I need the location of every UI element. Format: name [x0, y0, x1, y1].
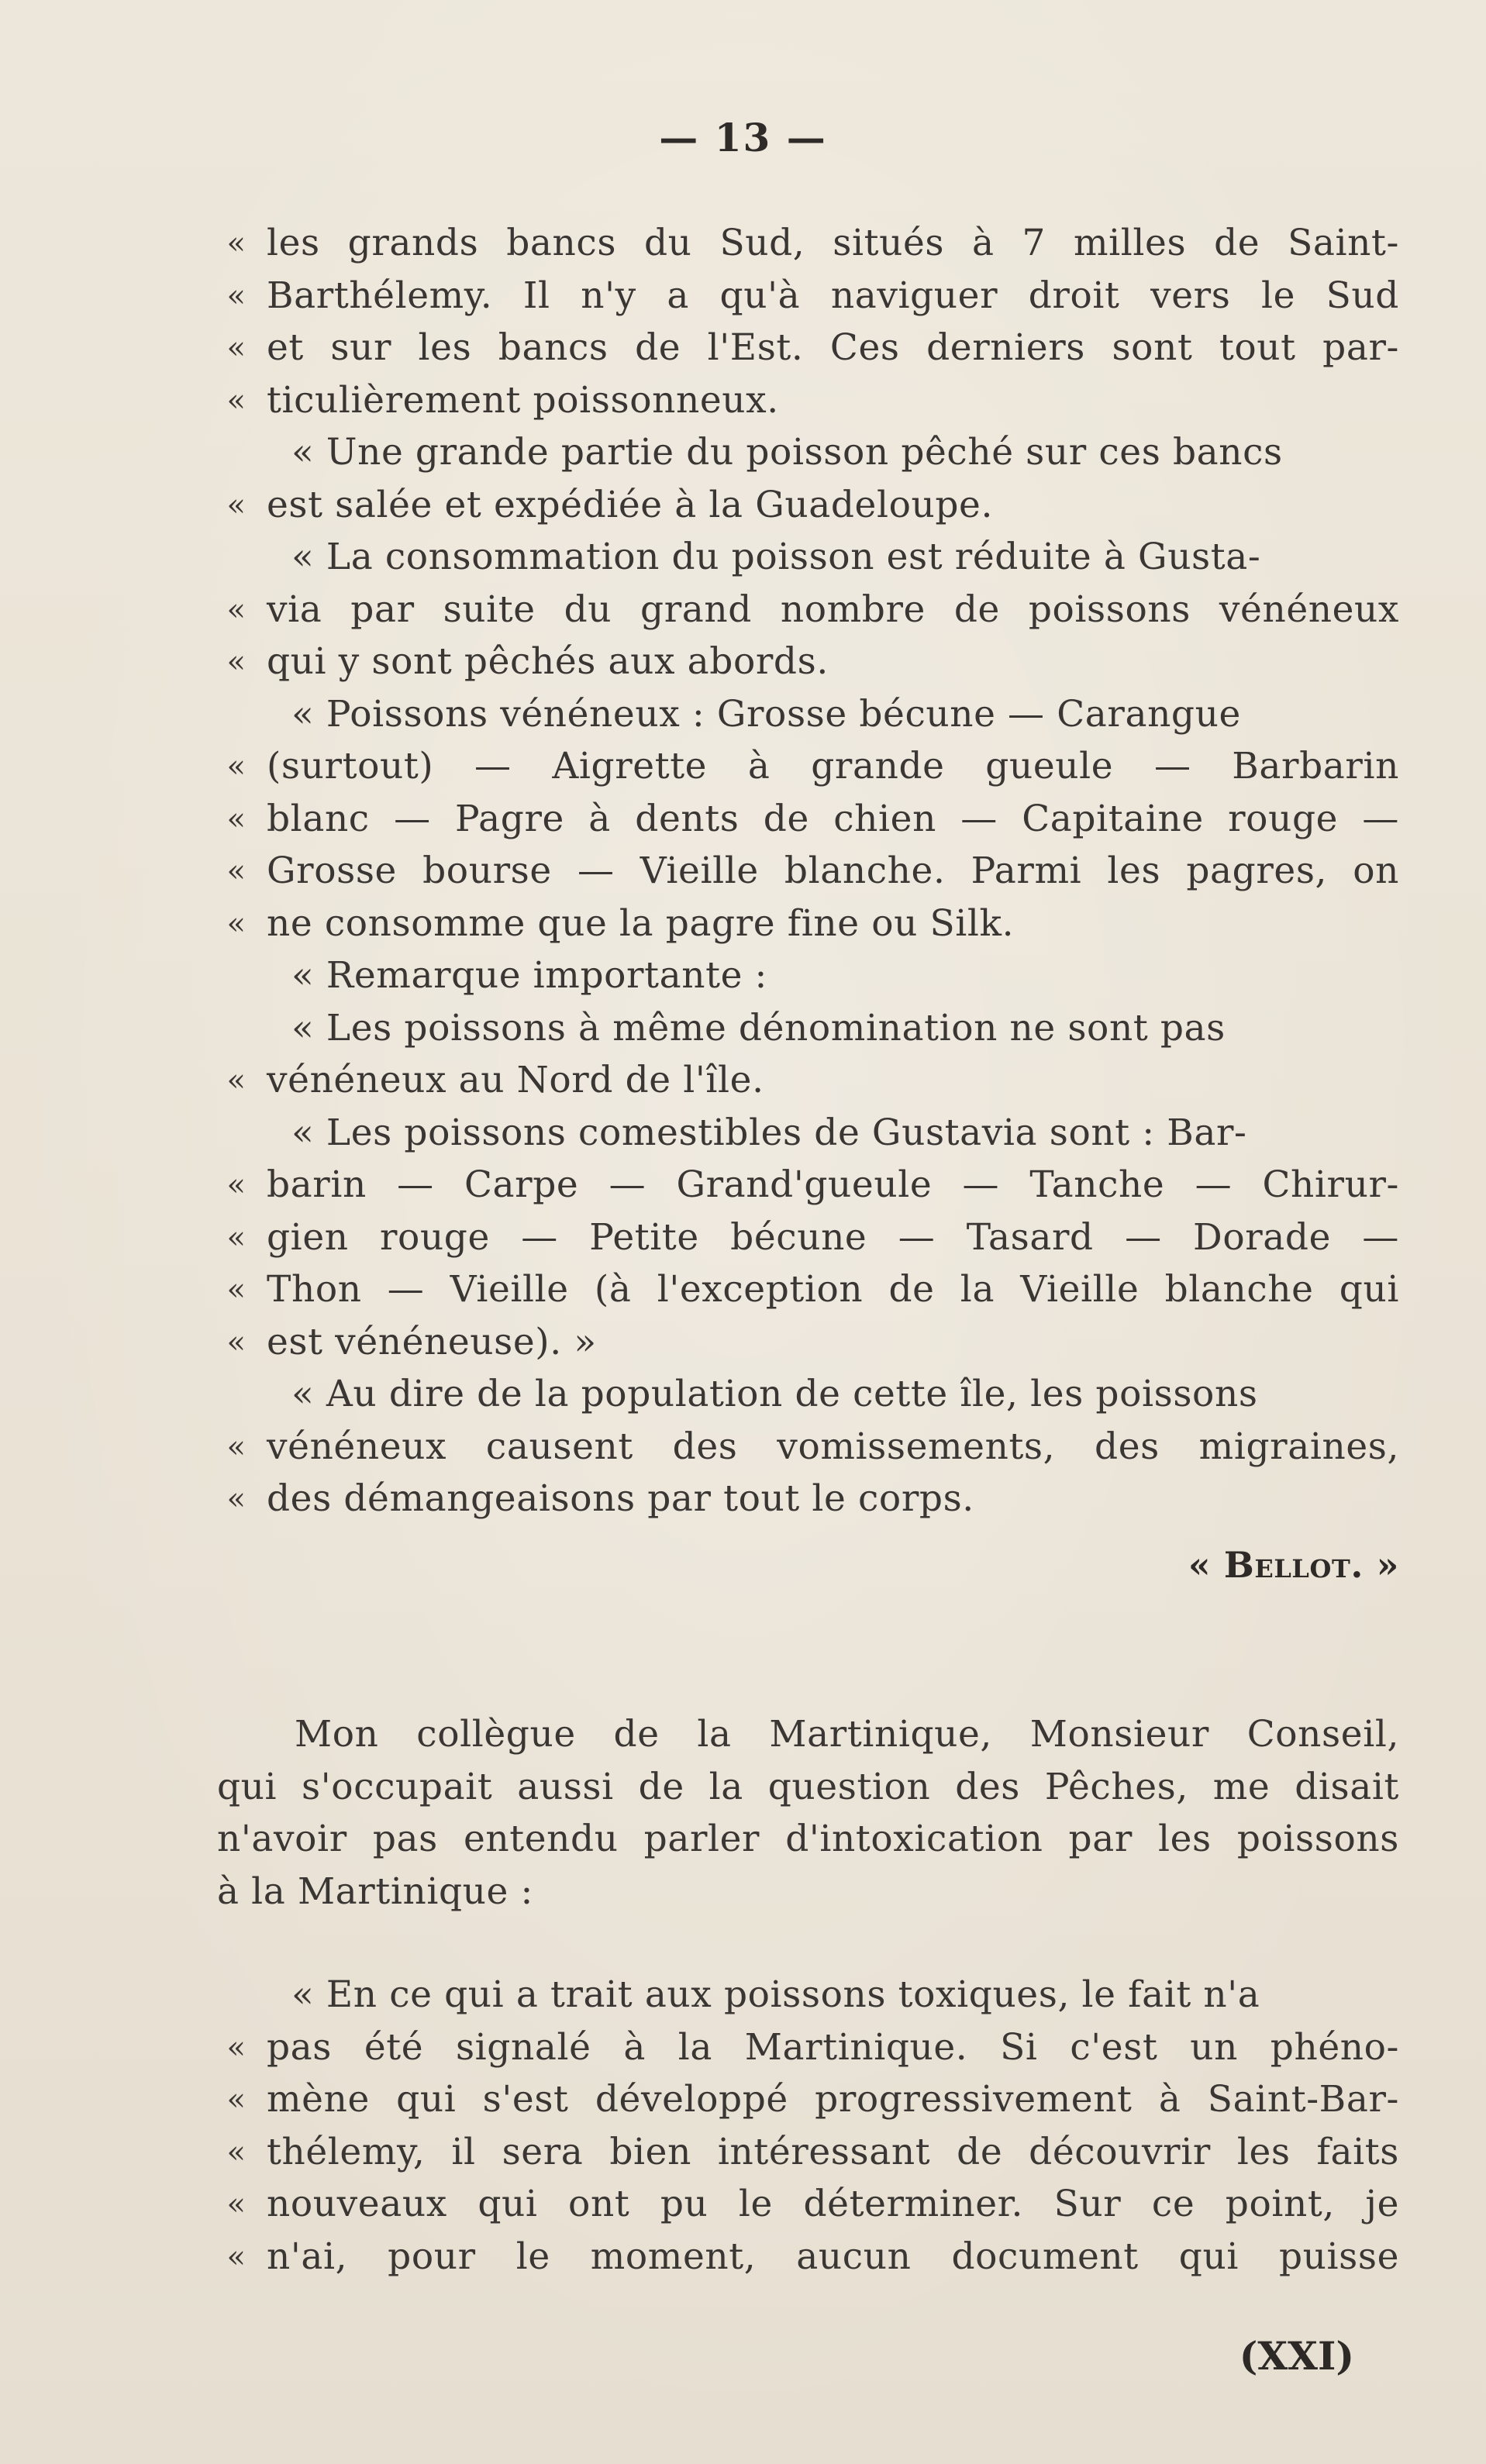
quote-mark: « — [226, 1324, 247, 1360]
quote-mark: « — [226, 382, 247, 419]
line-text: « Au dire de la population de cette île, les poissons — [291, 1373, 1258, 1415]
text-line — [217, 426, 1399, 479]
text-line — [217, 688, 1399, 741]
line-text: des démangeaisons par tout le corps. — [267, 1477, 974, 1520]
text-line — [217, 1473, 1399, 1525]
quote-mark: « — [226, 1272, 247, 1308]
text-line — [217, 636, 1399, 688]
line-text: via par suite du grand nombre de poissons vénéneux — [267, 588, 1399, 631]
text-line — [217, 1813, 1399, 1866]
line-text: est salée et expédiée à la Guadeloupe. — [267, 483, 993, 526]
line-text: ne consomme que la pagre fine ou Silk. — [267, 901, 1015, 945]
text-line — [217, 584, 1399, 636]
line-text: « En ce qui a trait aux poissons toxiques, le fait n'a — [291, 1973, 1260, 2016]
text-line — [217, 2231, 1399, 2283]
text-line — [217, 374, 1399, 427]
text-line — [217, 1969, 1399, 2021]
signature-text: « Bellot. » — [1188, 1544, 1399, 1586]
quote-mark: « — [226, 905, 247, 942]
line-text: « Les poissons comestibles de Gustavia sont : Bar- — [291, 1111, 1247, 1154]
line-text: « Une grande partie du poisson pêché sur ces bancs — [291, 431, 1283, 474]
line-text: n'avoir pas entendu parler d'intoxication par les poissons — [217, 1818, 1399, 1860]
text-line — [217, 479, 1399, 532]
text-line — [217, 217, 1399, 270]
quote-mark: « — [226, 330, 247, 366]
line-text: pas été signalé à la Martinique. Si c'est un phéno- — [267, 2025, 1399, 2069]
quote-mark: « — [226, 2029, 247, 2066]
quote-mark: « — [226, 1428, 247, 1465]
quote-mark: « — [226, 2082, 247, 2118]
quote-mark: « — [226, 591, 247, 628]
text-line — [217, 1107, 1399, 1160]
quote-mark: « — [226, 644, 247, 680]
text-line — [217, 2021, 1399, 2074]
quote-mark: « — [226, 1063, 247, 1098]
line-text: vénéneux causent des vomissements, des migraines, — [267, 1425, 1399, 1468]
line-text: est vénéneuse). » — [267, 1320, 597, 1363]
line-text: « La consommation du poisson est réduite à Gusta- — [291, 536, 1261, 578]
text-line — [217, 1421, 1399, 1473]
quote-mark: « — [226, 749, 247, 784]
text-line — [217, 1054, 1399, 1107]
line-text: Grosse bourse — Vieille blanche. Parmi les pagres, on — [267, 849, 1399, 892]
text-line — [217, 322, 1399, 374]
quote-mark: « — [226, 487, 247, 523]
quote-mark: « — [226, 853, 247, 889]
line-text: (surtout) — Aigrette à grande gueule — Barbarin — [267, 745, 1399, 787]
quote-mark: « — [226, 1167, 247, 1203]
line-text: Mon collègue de la Martinique, Monsieur Conseil, — [295, 1713, 1399, 1756]
line-text: Thon — Vieille (à l'exception de la Vieille blanche qui — [267, 1268, 1399, 1311]
text-line — [217, 845, 1399, 898]
line-text: gien rouge — Petite bécune — Tasard — Dorade — — [267, 1215, 1399, 1259]
line-text: et sur les bancs de l'Est. Ces derniers sont tout par- — [267, 326, 1399, 369]
line-text: Barthélemy. Il n'y a qu'à naviguer droit vers le Sud — [267, 274, 1399, 317]
text-line — [217, 1159, 1399, 1211]
line-text: thélemy, il sera bien intéressant de découvrir les faits — [267, 2130, 1399, 2173]
line-text: « Remarque importante : — [291, 954, 767, 997]
page-number: — 13 — — [659, 115, 827, 160]
text-line — [217, 1866, 1399, 1918]
quote-mark: « — [226, 2187, 247, 2222]
text-line — [217, 1708, 1399, 1761]
line-text: nouveaux qui ont pu le déterminer. Sur ce point, je — [267, 2183, 1399, 2225]
text-line — [217, 2178, 1399, 2231]
text-line — [217, 531, 1399, 584]
signature-bellot — [217, 1539, 1399, 1591]
signature-mark: (XXI) — [1239, 2333, 1354, 2379]
line-text: à la Martinique : — [217, 1870, 533, 1913]
text-line — [217, 1211, 1399, 1264]
quote-mark: « — [226, 226, 247, 261]
line-text: « Les poissons à même dénomination ne sont pas — [291, 1006, 1226, 1049]
line-text: les grands bancs du Sud, situés à 7 milles de Saint- — [267, 222, 1399, 264]
text-line — [217, 2073, 1399, 2126]
line-text: vénéneux au Nord de l'île. — [267, 1059, 764, 1101]
line-text: qui s'occupait aussi de la question des Pêches, me disait — [217, 1765, 1399, 1808]
quote-mark: « — [226, 1481, 247, 1517]
line-text: n'ai, pour le moment, aucun document qui puisse — [267, 2235, 1399, 2278]
quote-mark: « — [226, 2238, 247, 2275]
text-line — [217, 740, 1399, 793]
line-text: qui y sont pêchés aux abords. — [267, 640, 829, 683]
line-text: blanc — Pagre à dents de chien — Capitaine rouge — — [267, 797, 1399, 840]
line-text: « Poissons vénéneux : Grosse bécune — Carangue — [291, 692, 1241, 736]
text-line — [217, 949, 1399, 1002]
text-line — [217, 2126, 1399, 2179]
text-line — [217, 1316, 1399, 1369]
text-line — [217, 1761, 1399, 1814]
quote-mark: « — [226, 277, 247, 314]
quote-mark: « — [226, 801, 247, 837]
text-line — [217, 898, 1399, 950]
line-text: barin — Carpe — Grand'gueule — Tanche — Chirur- — [267, 1163, 1399, 1206]
line-text: mène qui s'est développé progressivement à Saint-Bar- — [267, 2078, 1399, 2121]
quote-mark: « — [226, 1219, 247, 1256]
text-line — [217, 793, 1399, 846]
line-text: ticulièrement poissonneux. — [267, 378, 779, 422]
text-line — [217, 1368, 1399, 1421]
text-line — [217, 1263, 1399, 1316]
text-line — [217, 270, 1399, 322]
quote-mark: « — [226, 2134, 247, 2170]
text-line — [217, 1002, 1399, 1055]
